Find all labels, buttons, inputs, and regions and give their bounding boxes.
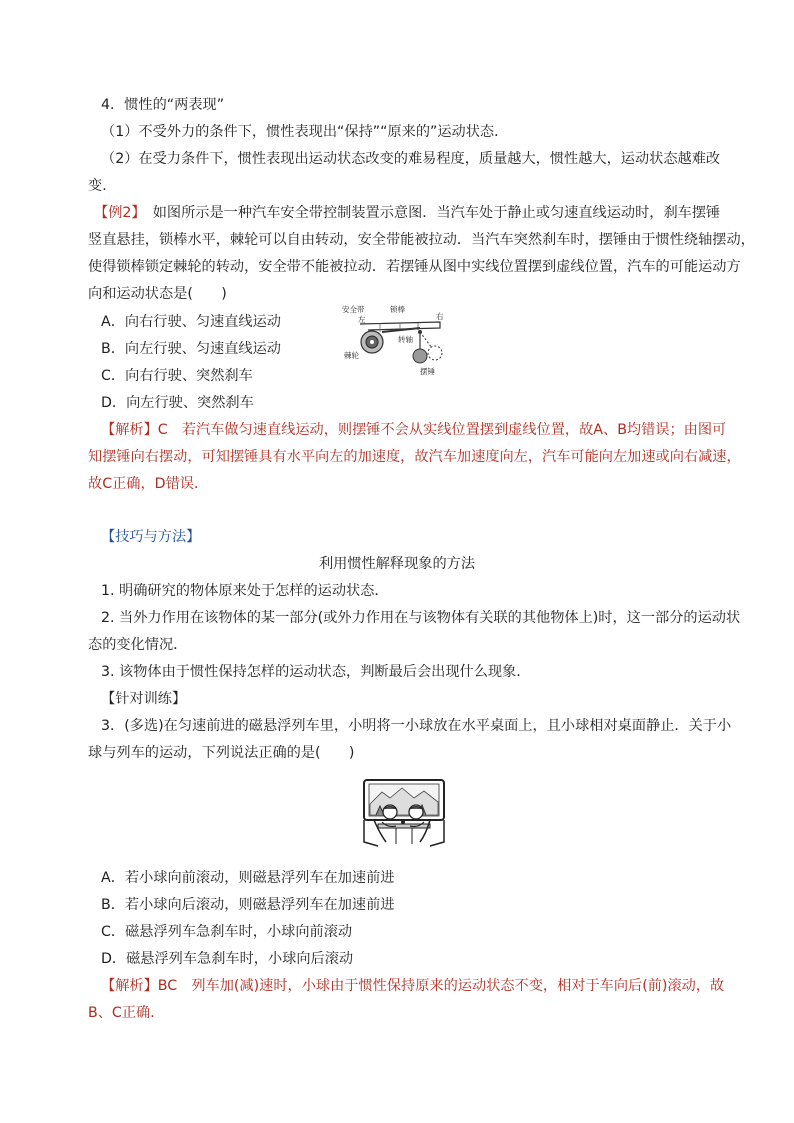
label-right: 右: [436, 312, 444, 321]
example2-analysis-text: 若汽车做匀速直线运动，则摆锤不会从实线位置摆到虚线位置，故A、B均错误；由图可: [167, 422, 727, 438]
label-pendulum: 摆锤: [420, 367, 435, 376]
skills-tag: 【技巧与方法】: [101, 529, 201, 545]
training-stem-line2: 球与列车的运动，下列说法正确的是( ): [88, 745, 355, 761]
training-stem-line1: 3．(多选)在匀速前进的磁悬浮列车里，小明将一小球放在水平桌面上，且小球相对桌面静止．关于小: [101, 718, 732, 734]
example2-option-d: D．向左行驶、突然刹车: [101, 395, 254, 411]
section4-item1: （1）不受外力的条件下，惯性表现出“保持”“原来的”运动状态．: [101, 124, 509, 140]
example2-tag: 【例2】: [94, 205, 139, 221]
example2-line3: 使得锁棒锁定棘轮的转动，安全带不能被拉动．若摆锤从图中实线位置摆到虚线位置，汽车的可能运动方: [88, 259, 741, 275]
training-analysis-line1: [101, 976, 724, 996]
label-lock: 锁棒: [390, 305, 405, 314]
example2-stem: 如图所示是一种汽车安全带控制装置示意图．当汽车处于静止或匀速直线运动时，刹车摆锤: [138, 205, 721, 221]
section4-title: 4．惯性的“两表现”: [101, 97, 225, 113]
example2-analysis-line2: 知摆锤向右摆动，可知摆锤具有水平向左的加速度，故汽车加速度向左，汽车可能向左加速或向右减速，: [88, 449, 741, 465]
example2-line2: 竖直悬挂，锁棒水平，棘轮可以自由转动，安全带能被拉动．当汽车突然刹车时，摆锤由于惯性绕轴摆动，: [88, 232, 755, 248]
example2-option-b: B．向左行驶、匀速直线运动: [101, 341, 281, 357]
label-axis: 转轴: [398, 335, 413, 344]
example2-analysis-line1: [101, 420, 726, 440]
example2-analysis-tag: 【解析】C: [101, 422, 168, 438]
example2-option-a: A．向右行驶、匀速直线运动: [101, 314, 281, 330]
training-tag: 【针对训练】: [101, 691, 187, 707]
skills-step3: 3. 该物体由于惯性保持怎样的运动状态，判断最后会出现什么现象．: [101, 664, 531, 680]
training-option-b: B．若小球向后滚动，则磁悬浮列车在加速前进: [101, 897, 395, 913]
maglev-train-illustration: [356, 776, 452, 848]
training-option-c: C．磁悬浮列车急刹车时，小球向前滚动: [101, 924, 353, 940]
training-option-d: D．磁悬浮列车急刹车时，小球向后滚动: [101, 951, 354, 967]
training-analysis-text: 列车加(减)速时，小球由于惯性保持原来的运动状态不变，相对于车向后(前)滚动，故: [177, 978, 725, 994]
skills-step1: 1. 明确研究的物体原来处于怎样的运动状态．: [101, 583, 389, 599]
example2-line4: 向和运动状态是( ): [88, 286, 227, 302]
section4-item2-line1: （2）在受力条件下，惯性表现出运动状态改变的难易程度，质量越大，惯性越大，运动状态越难改: [101, 151, 721, 167]
seatbelt-device-figure: [340, 302, 460, 377]
training-analysis-line2: B、C正确．: [88, 1005, 165, 1021]
training-analysis-tag: 【解析】BC: [101, 978, 178, 994]
label-left: 左: [358, 315, 366, 324]
skills-step2-line2: 态的变化情况．: [88, 637, 188, 653]
skills-step2-line1: 2. 当外力作用在该物体的某一部分(或外力作用在与该物体有关联的其他物体上)时，这一部分的运动状: [101, 610, 741, 626]
example2-line1: [94, 203, 720, 223]
training-option-a: A．若小球向前滚动，则磁悬浮列车在加速前进: [101, 870, 395, 886]
example2-analysis-line3: 故C正确，D错误．: [88, 476, 209, 492]
skills-heading: 利用惯性解释现象的方法: [318, 556, 476, 572]
section4-item2-line2: 变．: [88, 178, 117, 194]
example2-option-c: C．向右行驶、突然刹车: [101, 368, 253, 384]
label-belt: 安全带: [342, 305, 365, 314]
label-ratchet: 棘轮: [344, 351, 359, 360]
